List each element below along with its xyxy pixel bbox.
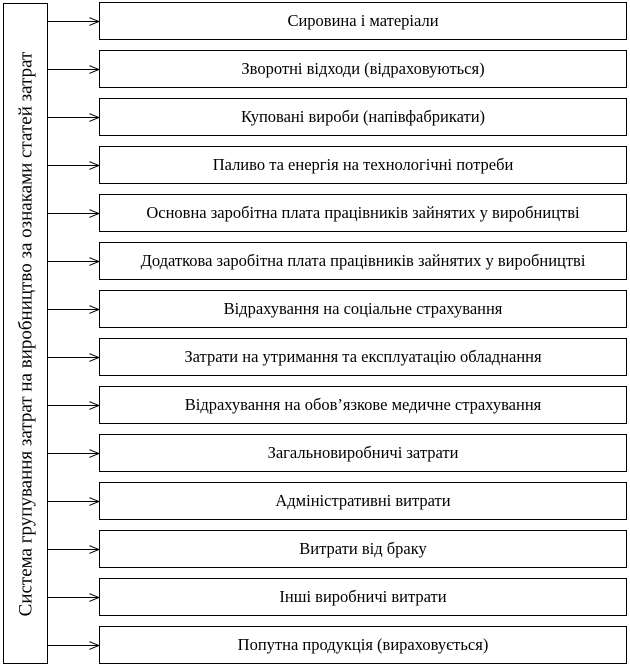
cost-item: Загальновиробничі затрати (99, 434, 627, 472)
cost-item: Інші виробничі витрати (99, 578, 627, 616)
system-title: Система групування затрат на виробництво за ознаками статей затрат (15, 51, 36, 616)
cost-item: Додаткова заробітна плата працівників зайнятих у виробництві (99, 242, 627, 280)
cost-item: Витрати від браку (99, 530, 627, 568)
cost-item: Відрахування на соціальне страхування (99, 290, 627, 328)
cost-item: Куповані вироби (напівфабрикати) (99, 98, 627, 136)
cost-item: Сировина і матеріали (99, 2, 627, 40)
cost-item: Попутна продукція (вираховується) (99, 626, 627, 664)
cost-item: Адміністративні витрати (99, 482, 627, 520)
arrow-group (48, 22, 98, 646)
cost-item: Основна заробітна плата працівників зайнятих у виробництві (99, 194, 627, 232)
cost-item: Паливо та енергія на технологічні потреби (99, 146, 627, 184)
cost-item: Відрахування на обов’язкове медичне страхування (99, 386, 627, 424)
cost-item: Зворотні відходи (відраховуються) (99, 50, 627, 88)
cost-item: Затрати на утримання та експлуатацію обладнання (99, 338, 627, 376)
